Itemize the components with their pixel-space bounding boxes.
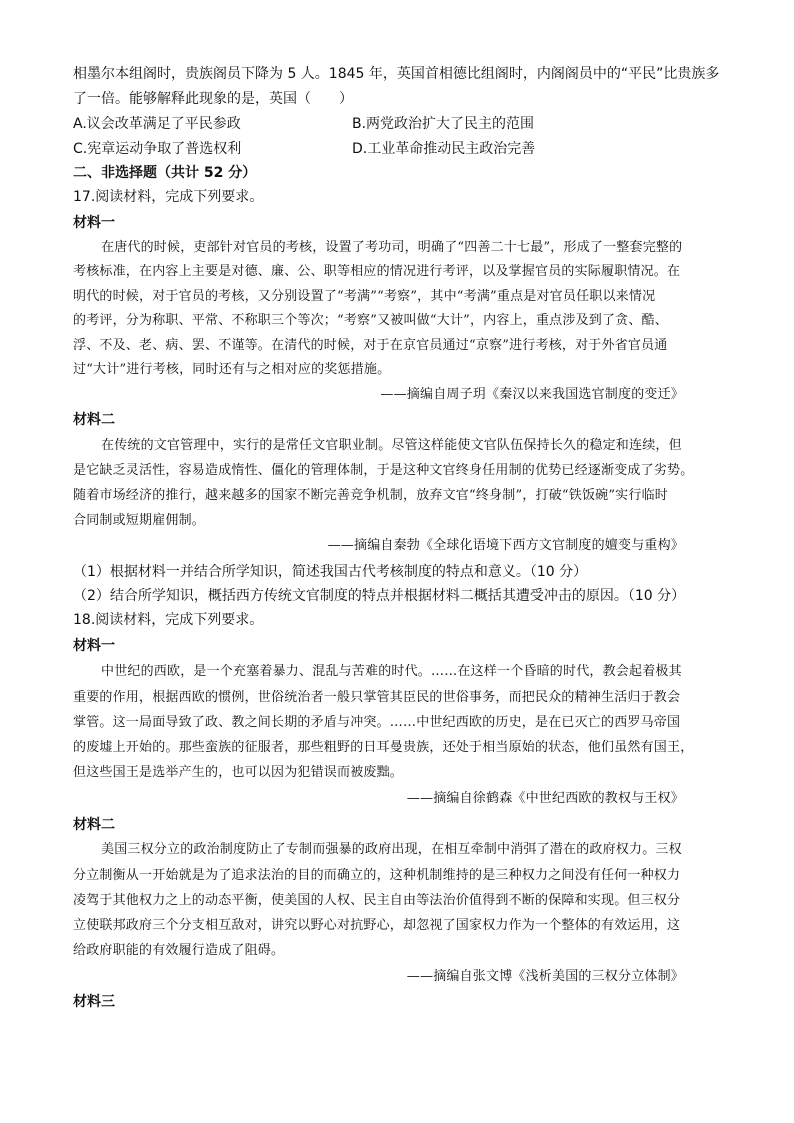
q17-m1-source: ——摘编自周子玥《秦汉以来我国选官制度的变迁》 xyxy=(380,387,684,402)
q17-stem: 17.阅读材料，完成下列要求。 xyxy=(73,189,264,205)
q16-option-c: C.宪章运动争取了普选权利 xyxy=(73,141,242,157)
q18-m2-line: 分立制衡从一开始就是为了追求法治的目的而确立的，这种机制维持的是三种权力之间没有任何一种权力 xyxy=(73,868,681,883)
q16-option-d: D.工业革命推动民主政治完善 xyxy=(352,141,536,157)
q16-option-a: A.议会改革满足了平民参政 xyxy=(73,116,241,132)
q17-sub-question-2: （2）结合所学知识，概括西方传统文官制度的特点并根据材料二概括其遭受冲击的原因。（10 分） xyxy=(73,588,686,604)
q18-stem: 18.阅读材料，完成下列要求。 xyxy=(73,612,264,628)
q18-m2-source: ——摘编自张文博《浅析美国的三权分立体制》 xyxy=(406,969,684,984)
q18-material-1-title: 材料一 xyxy=(73,638,115,654)
q18-m2-line: 给政府职能的有效履行造成了阻碍。 xyxy=(73,943,285,958)
q17-m2-line: 合同制或短期雇佣制。 xyxy=(73,513,206,528)
q17-m2-source: ——摘编自秦勃《全球化语境下西方文官制度的嬗变与重构》 xyxy=(327,538,684,553)
q17-m1-line: 的考评，分为称职、平常、不称职三个等次；“考察”又被叫做“大计”，内容上，重点涉及到了贪、酷、 xyxy=(73,313,668,328)
q17-material-1-title: 材料一 xyxy=(73,215,115,231)
q16-line-2: 了一倍。能够解释此现象的是，英国（ ） xyxy=(73,91,353,107)
q17-m2-line: 在传统的文官管理中，实行的是常任文官职业制。尽管这样能使文官队伍保持长久的稳定和连续，但 xyxy=(101,438,682,453)
q17-m1-line: 考核标准，在内容上主要是对德、廉、公、职等相应的情况进行考评，以及掌握官员的实际履职情况。在 xyxy=(73,264,681,279)
q17-m1-line: 明代的时候，对于官员的考核，又分别设置了“考满”“考察”，其中“考满”重点是对官员任职以来情况 xyxy=(73,289,656,304)
q17-m2-line: 是它缺乏灵活性，容易造成惰性、僵化的管理体制，于是这种文官终身任用制的优势已经逐渐变成了劣势。 xyxy=(73,463,694,478)
q16-line-1: 相墨尔本组阁时，贵族阁员下降为 5 人。1845 年，英国首相德比组阁时，内阁阁员中的“平民”比贵族多 xyxy=(73,66,720,82)
q18-m1-line: 的废墟上开始的。那些蛮族的征服者，那些粗野的日耳曼贵族，还处于相当原始的状态，他们虽然有国王， xyxy=(73,740,694,755)
q17-sub-question-1: （1）根据材料一并结合所学知识，简述我国古代考核制度的特点和意义。（10 分） xyxy=(73,564,588,580)
q18-m1-line: 掌管。这一局面导致了政、教之间长期的矛盾与冲突。……中世纪西欧的历史，是在已灭亡的西罗马帝国 xyxy=(73,715,681,730)
q17-m1-line: 浮、不及、老、病、罢、不谨等。在清代的时候，对于在京官员通过“京察”进行考核，对于外省官员通 xyxy=(73,338,668,353)
q18-m1-line: 中世纪的西欧，是一个充塞着暴力、混乱与苦难的时代。……在这样一个昏暗的时代，教会起着极其 xyxy=(101,664,682,679)
q18-material-3-title: 材料三 xyxy=(73,994,115,1010)
q17-m1-line: 过“大计”进行考核，同时还有与之相对应的奖惩措施。 xyxy=(73,362,391,377)
q18-m1-line: 但这些国王是选举产生的，也可以因为犯错误而被废黜。 xyxy=(73,765,404,780)
section-heading: 二、非选择题（共计 52 分） xyxy=(73,165,257,181)
q16-option-b: B.两党政治扩大了民主的范围 xyxy=(352,116,535,132)
q17-m2-line: 随着市场经济的推行，越来越多的国家不断完善竞争机制，放弃文官“终身制”，打破“铁饭碗”实行临时 xyxy=(73,488,668,503)
q18-m1-line: 重要的作用，根据西欧的惯例，世俗统治者一般只掌管其臣民的世俗事务，而把民众的精神生活归于教会 xyxy=(73,690,681,705)
q18-m1-source: ——摘编自徐鹤森《中世纪西欧的教权与王权》 xyxy=(406,791,684,806)
q18-m2-line: 凌驾于其他权力之上的动态平衡，使美国的人权、民主自由等法治价值得到不断的保障和实现。但三权分 xyxy=(73,893,681,908)
q17-m1-line: 在唐代的时候，吏部针对官员的考核，设置了考功司，明确了“四善二十七最”，形成了一整套完整的 xyxy=(101,240,683,255)
q17-material-2-title: 材料二 xyxy=(73,412,115,428)
q18-m2-line: 立使联邦政府三个分支相互敌对，讲究以野心对抗野心，却忽视了国家权力作为一个整体的有效运用，这 xyxy=(73,918,681,933)
q18-material-2-title: 材料二 xyxy=(73,817,115,833)
q18-m2-line: 美国三权分立的政治制度防止了专制而强暴的政府出现，在相互牵制中消弭了潜在的政府权力。三权 xyxy=(101,842,682,857)
